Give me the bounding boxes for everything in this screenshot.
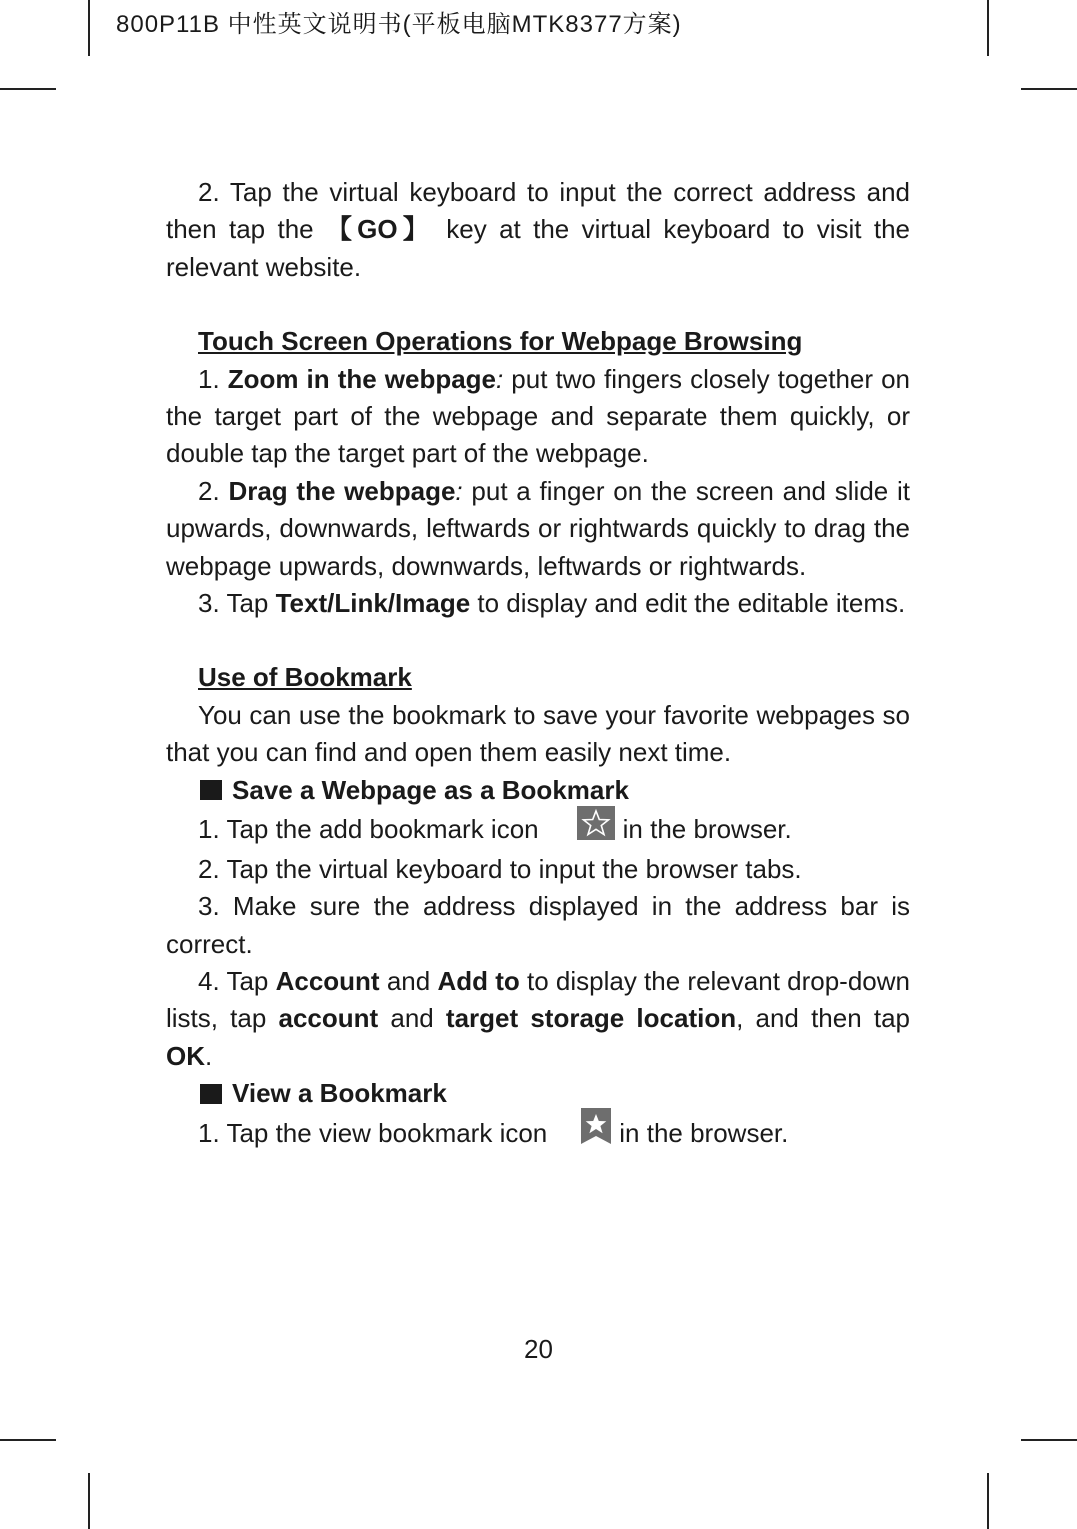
text-link-image-paragraph	[166, 585, 910, 622]
and-text-2: and	[378, 1003, 446, 1034]
save-step-3: 3. Make sure the address displayed in the address bar is correct.	[166, 891, 910, 959]
save-step-4-text-3: , and then tap	[736, 1003, 910, 1034]
view-step-1-text-end: in the browser.	[619, 1117, 789, 1148]
account-label: Account	[275, 965, 380, 996]
save-step-4	[166, 963, 910, 1075]
crop-mark-bottom-left-h	[0, 1439, 56, 1441]
touch-section-heading: Touch Screen Operations for Webpage Browsing	[198, 326, 803, 357]
save-step-1-text: 1. Tap the add bookmark icon	[198, 814, 539, 845]
tli-number: 3. Tap	[198, 588, 276, 619]
target-storage-label: target storage location	[445, 1003, 737, 1034]
add-bookmark-star-icon	[545, 806, 615, 851]
go-key-label: 【GO】	[326, 214, 434, 245]
save-step-1-text-end: in the browser.	[622, 814, 792, 845]
crop-mark-top-right-v	[987, 0, 989, 56]
view-bookmark-star-icon	[549, 1108, 611, 1155]
crop-mark-top-left-h	[0, 88, 56, 90]
square-bullet-icon	[200, 1084, 222, 1104]
save-bookmark-subheading-text: Save a Webpage as a Bookmark	[232, 774, 629, 805]
save-step-1	[166, 809, 910, 851]
drag-number: 2.	[198, 475, 229, 506]
drag-paragraph	[166, 473, 910, 585]
save-step-4-text: 4. Tap	[198, 965, 276, 996]
address-step-text: 2. Tap the virtual keyboard to input the correct address and then tap the	[166, 177, 910, 245]
and-text-1: and	[379, 965, 438, 996]
view-step-1	[166, 1113, 910, 1156]
view-step-1-text: 1. Tap the view bookmark icon	[198, 1117, 548, 1148]
tli-text: to display and edit the editable items.	[470, 588, 906, 619]
bookmark-intro-paragraph: You can use the bookmark to save your favorite webpages so that you can find and open them easily next time.	[166, 699, 910, 768]
account-label-2: account	[278, 1003, 379, 1034]
document-header-title: 800P11B 中性英文说明书(平板电脑MTK8377方案)	[116, 11, 682, 38]
square-bullet-icon	[200, 780, 222, 800]
crop-mark-bottom-right-v	[987, 1473, 989, 1529]
save-step-4-period: .	[205, 1040, 213, 1071]
crop-mark-top-left-v	[88, 0, 90, 56]
drag-title: Drag the webpage	[228, 475, 456, 506]
save-bookmark-subheading	[166, 772, 910, 809]
page-number: 20	[524, 1334, 553, 1364]
zoom-number: 1.	[198, 363, 228, 394]
address-step-paragraph	[166, 174, 910, 286]
bookmark-section-heading: Use of Bookmark	[198, 662, 412, 693]
add-to-label: Add to	[437, 965, 520, 996]
zoom-paragraph	[166, 361, 910, 473]
manual-page-content	[166, 174, 910, 1155]
ok-label: OK	[166, 1040, 205, 1071]
crop-mark-bottom-right-h	[1021, 1439, 1077, 1441]
crop-mark-bottom-left-v	[88, 1473, 90, 1529]
save-step-4-text-2: to display the relevant drop-down lists, tap	[166, 965, 910, 1034]
view-bookmark-subheading	[166, 1075, 910, 1112]
zoom-text: put two fingers closely together on the target part of the webpage and separate them quickly, or double tap the target part of the webpage.	[166, 363, 910, 469]
drag-colon: :	[455, 475, 463, 506]
address-step-text-end: key at the virtual keyboard to visit the relevant website.	[166, 214, 911, 282]
zoom-title: Zoom in the webpage	[227, 363, 497, 394]
view-bookmark-subheading-text: View a Bookmark	[232, 1078, 447, 1109]
crop-mark-top-right-h	[1021, 88, 1077, 90]
zoom-colon: :	[496, 363, 504, 394]
drag-text: put a finger on the screen and slide it upwards, downwards, leftwards or rightwards quickly to drag the webpage upwards, downwards, leftwards or rightwards.	[166, 475, 910, 581]
tli-title: Text/Link/Image	[275, 588, 471, 619]
save-step-2: 2. Tap the virtual keyboard to input the browser tabs.	[198, 853, 802, 884]
